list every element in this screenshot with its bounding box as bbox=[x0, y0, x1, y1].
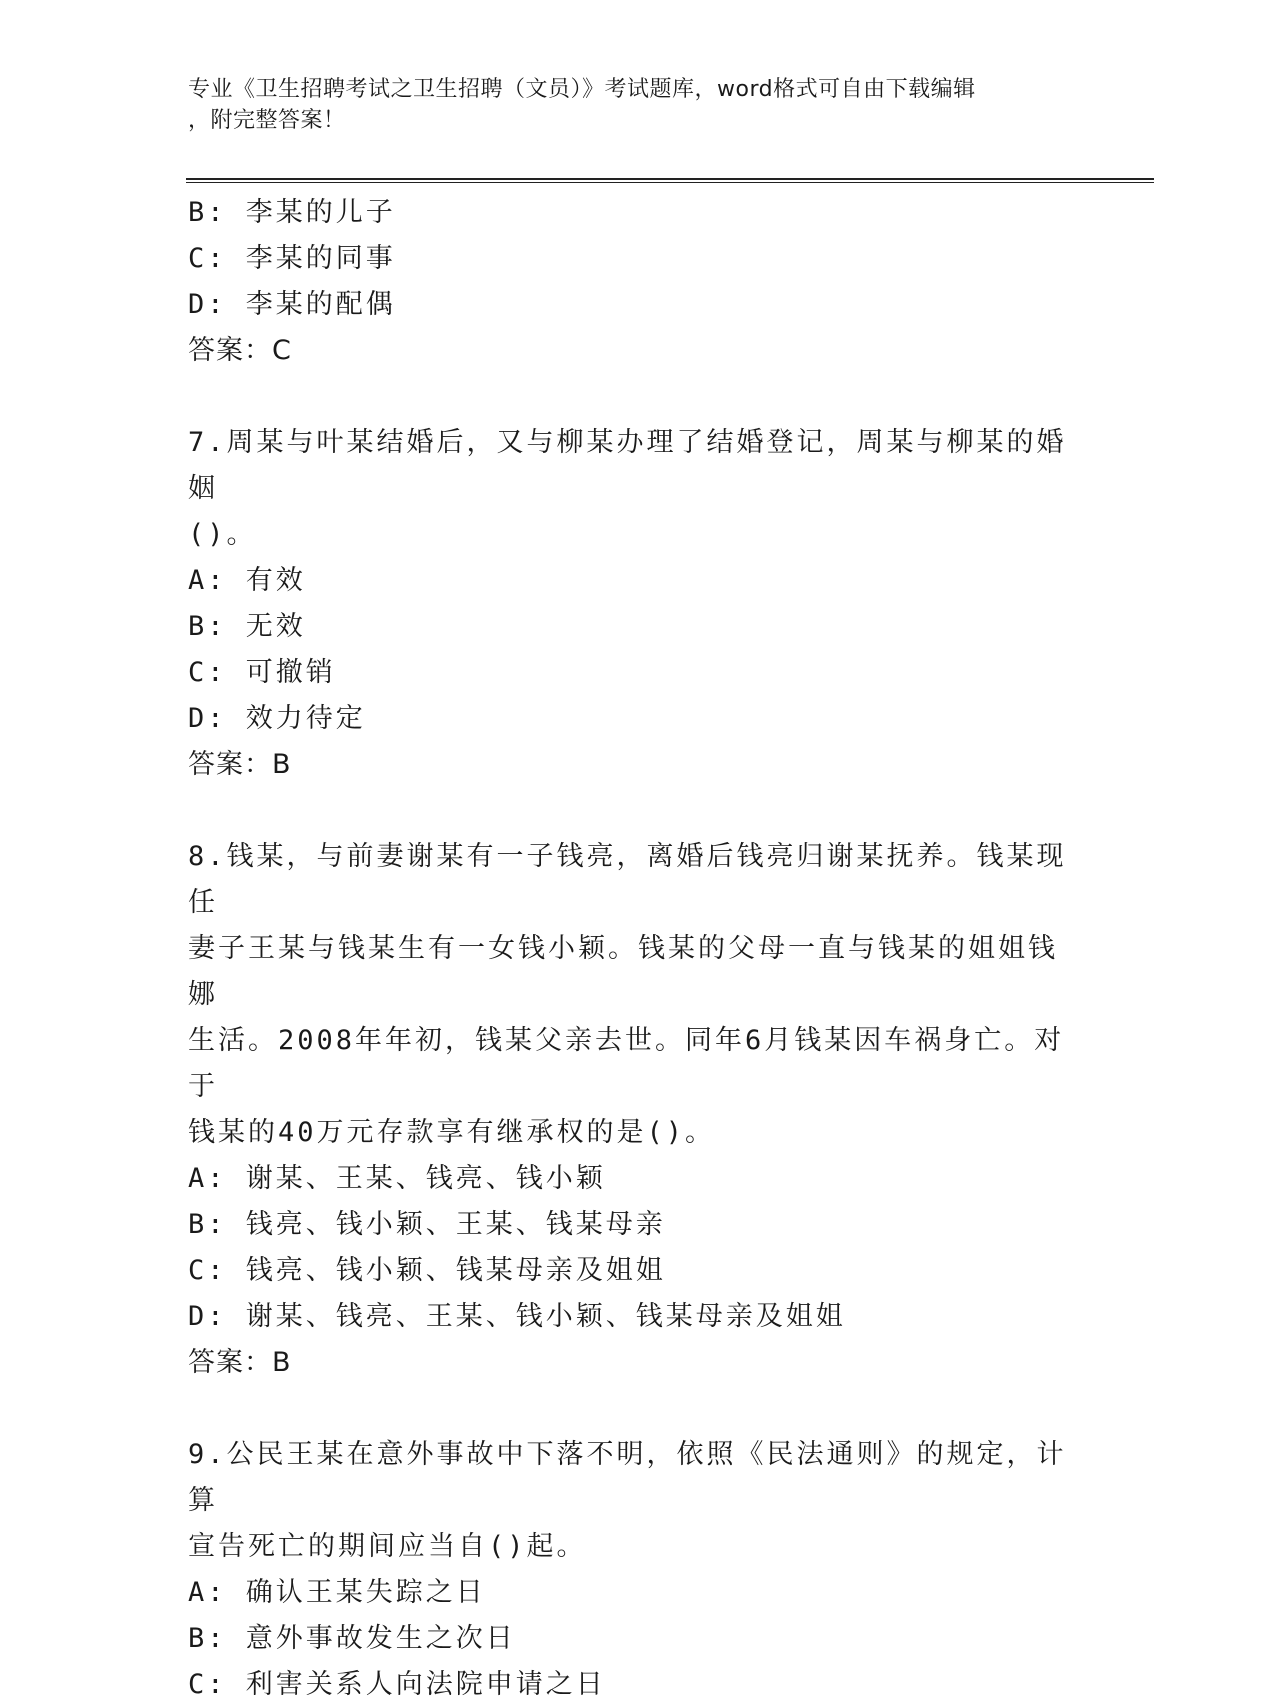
option-d: D: 谢某、钱亮、王某、钱小颖、钱某母亲及姐姐 bbox=[188, 1301, 846, 1332]
option-b: B: 钱亮、钱小颖、王某、钱某母亲 bbox=[188, 1209, 666, 1240]
spacer bbox=[188, 374, 1068, 420]
header-line-2: ，附完整答案！ bbox=[188, 108, 346, 133]
option-c: C: 可撤销 bbox=[188, 657, 336, 688]
answer: 答案：C bbox=[188, 335, 292, 366]
option-c: C: 利害关系人向法院申请之日 bbox=[188, 1669, 606, 1700]
option-a: A: 确认王某失踪之日 bbox=[188, 1577, 486, 1608]
question-stem-line: 妻子王某与钱某生有一女钱小颖。钱某的父母一直与钱某的姐姐钱娜 bbox=[188, 933, 1058, 1010]
question-stem-line: 8.钱某，与前妻谢某有一子钱亮，离婚后钱亮归谢某抚养。钱某现任 bbox=[188, 841, 1067, 918]
header-divider-thin bbox=[186, 182, 1154, 183]
question-stem-line: 钱某的40万元存款享有继承权的是()。 bbox=[188, 1117, 716, 1148]
question-stem-line: 宣告死亡的期间应当自()起。 bbox=[188, 1531, 587, 1562]
answer: 答案：B bbox=[188, 749, 292, 780]
option-d: D: 李某的配偶 bbox=[188, 289, 396, 320]
option-a: A: 有效 bbox=[188, 565, 306, 596]
question-7 bbox=[188, 420, 1068, 788]
option-b: B: 无效 bbox=[188, 611, 306, 642]
header-line-1: 专业《卫生招聘考试之卫生招聘（文员）》考试题库，word格式可自由下载编辑 bbox=[188, 77, 976, 102]
option-c: C: 李某的同事 bbox=[188, 243, 396, 274]
question-stem-line: 生活。2008年年初，钱某父亲去世。同年6月钱某因车祸身亡。对于 bbox=[188, 1025, 1065, 1102]
answer: 答案：B bbox=[188, 1347, 292, 1378]
option-a: A: 谢某、王某、钱亮、钱小颖 bbox=[188, 1163, 606, 1194]
option-d: D: 效力待定 bbox=[188, 703, 366, 734]
question-6 bbox=[188, 190, 1068, 374]
option-c: C: 钱亮、钱小颖、钱某母亲及姐姐 bbox=[188, 1255, 666, 1286]
question-9 bbox=[188, 1432, 1068, 1708]
option-b: B: 李某的儿子 bbox=[188, 197, 396, 228]
question-stem-line: 7.周某与叶某结婚后，又与柳某办理了结婚登记，周某与柳某的婚姻 bbox=[188, 427, 1067, 504]
question-stem-line: 9.公民王某在意外事故中下落不明，依照《民法通则》的规定，计算 bbox=[188, 1439, 1067, 1516]
spacer bbox=[188, 788, 1068, 834]
header-divider bbox=[186, 178, 1154, 180]
document-header bbox=[188, 74, 1088, 136]
question-list bbox=[188, 190, 1068, 1708]
option-b: B: 意外事故发生之次日 bbox=[188, 1623, 516, 1654]
spacer bbox=[188, 1386, 1068, 1432]
question-8 bbox=[188, 834, 1068, 1386]
question-stem-line: ()。 bbox=[188, 519, 257, 550]
